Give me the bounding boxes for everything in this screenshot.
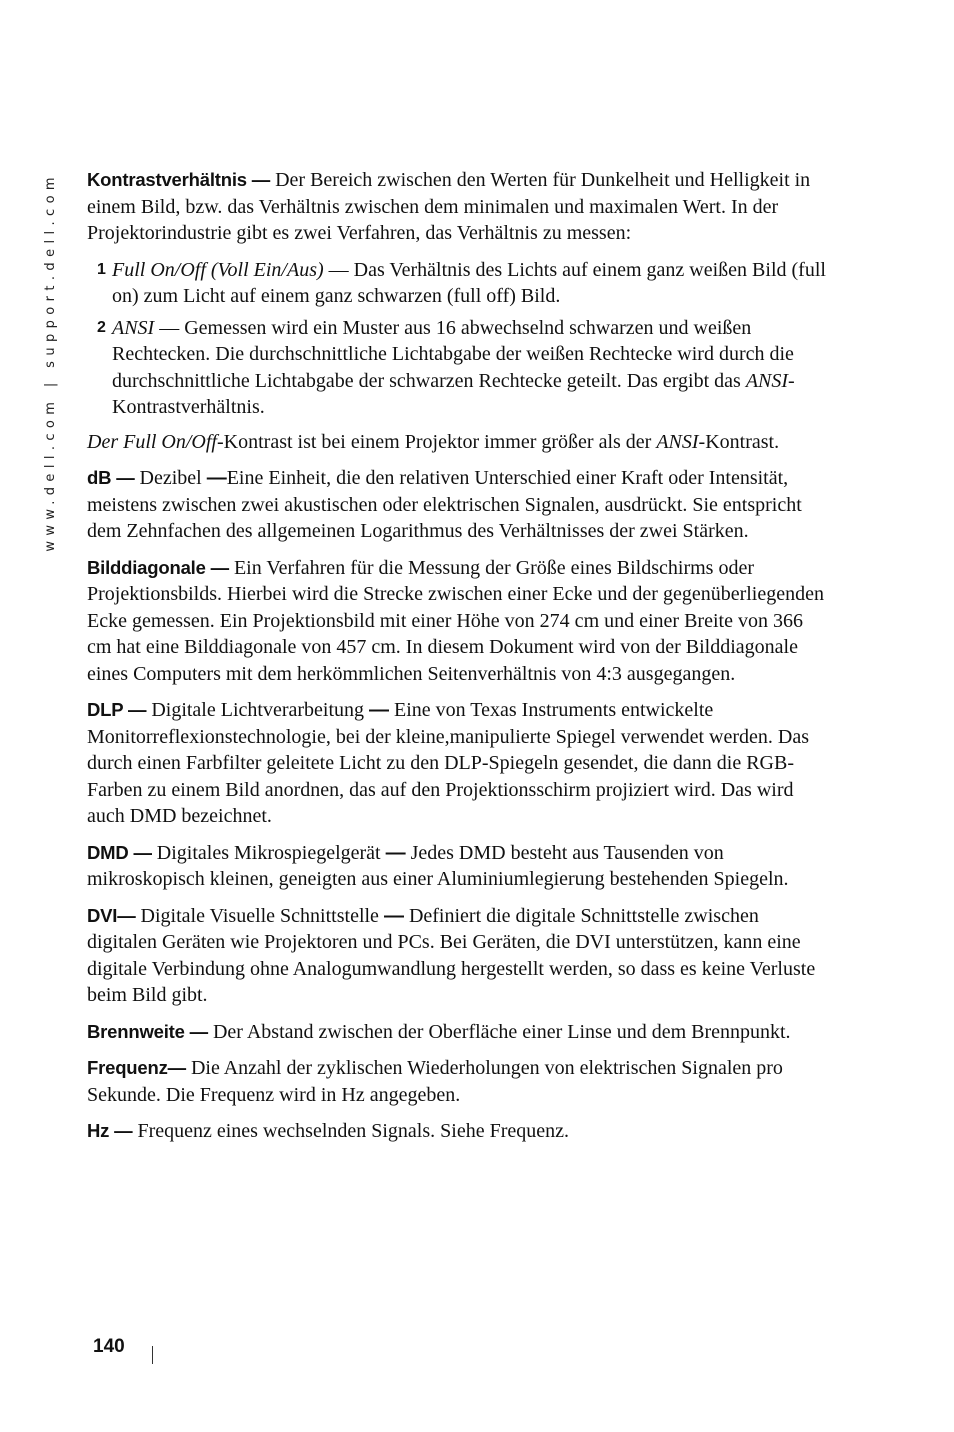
side-url: www.dell.com | support.dell.com	[43, 172, 58, 552]
definition-part: Digitale Visuelle Schnittstelle	[135, 904, 384, 927]
bold-dash: —	[385, 841, 406, 864]
glossary-content	[87, 167, 827, 1155]
entry-dlp	[87, 697, 827, 830]
definition: Eine Einheit, die den relativen Unterschied einer Kraft oder Intensität, meistens zwischen zwei akustischen oder elektrischen Signalen, ausdrückt. Sie entspricht dem Zehnfachen des allgemeinen Logarithmus des Verhältnisses der zwei Stärken.	[87, 467, 802, 542]
list-item	[87, 315, 827, 421]
term: Brennweite —	[87, 1020, 208, 1042]
bold-dash: —	[369, 699, 390, 721]
entry-hz	[87, 1118, 827, 1145]
note-text2: -Kontrast.	[698, 430, 780, 453]
definition: Jedes DMD besteht aus Tausenden von mikroskopisch kleinen, geneigten aus einer Aluminiumlegierung bestehenden Spiegeln.	[87, 841, 789, 890]
definition-part: Digitales Mikrospiegelgerät	[151, 841, 386, 864]
term: Frequenz—	[87, 1057, 186, 1078]
note-em: Der Full On/Off	[87, 430, 217, 453]
method-name-inline: ANSI	[745, 369, 789, 392]
footer-divider	[152, 1346, 153, 1364]
method-name: Full On/Off (Voll Ein/Aus)	[112, 258, 324, 281]
term: dB —	[87, 467, 135, 488]
definition-part: Dezibel	[134, 467, 207, 489]
bold-dash: —	[383, 904, 404, 927]
method-name: ANSI	[112, 316, 155, 339]
entry-dvi	[87, 903, 827, 1009]
term: DMD —	[87, 841, 152, 863]
term: Kontrastverhältnis —	[87, 169, 271, 190]
term: Hz —	[87, 1120, 133, 1141]
definition: Eine von Texas Instruments entwickelte Monitorreflexionstechnologie, bei der kleine,manipulierte Spiegel verwendet werden. Das durch einen Farbfilter geleitete Licht zu den DLP-Spiegeln gesendet, die dann die RGB-Farben zu einem Bild anordnen, das auf den Projektionsschirm projiziert wird. Das wird auch DMD bezeichnet.	[87, 699, 809, 827]
term: DVI—	[87, 904, 136, 926]
contrast-note	[87, 429, 827, 456]
definition: Der Abstand zwischen der Oberfläche einer Linse und dem Brennpunkt.	[207, 1020, 791, 1043]
entry-brennweite	[87, 1019, 827, 1046]
definition: Frequenz eines wechselnden Signals. Siehe Frequenz.	[132, 1120, 569, 1142]
list-number: 2	[97, 318, 106, 336]
method-text-end: -Kontrastverhältnis.	[112, 369, 795, 418]
entry-dmd	[87, 840, 827, 893]
term: DLP —	[87, 699, 147, 720]
definition: Definiert die digitale Schnittstelle zwischen digitalen Geräten wie Projektoren und PCs. Bei Geräten, die DVI unterstützen, kann eine digitale Verbindung ohne Analogumwandlung hergestellt werden, so dass es keine Verluste beim Bild gibt.	[87, 904, 816, 1006]
list-number: 1	[97, 260, 106, 278]
definition-part: Digitale Lichtverarbeitung	[146, 699, 370, 721]
entry-db	[87, 465, 827, 545]
definition: Der Bereich zwischen den Werten für Dunkelheit und Helligkeit in einem Bild, bzw. das Verhältnis zwischen dem minimalen und maximalen Wert. In der Projektorindustrie gibt es zwei Verfahren, das Verhältnis zu messen:	[87, 169, 811, 244]
method-text: — Gemessen wird ein Muster aus 16 abwechselnd schwarzen und weißen Rechtecken. Die durchschnittliche Lichtabgabe der weißen Rechtecke wird durch die durchschnittliche Lichtabgabe der schwarzen Rechtecke geteilt. Das ergibt das	[112, 316, 794, 392]
method-text: — Das Verhältnis des Lichts auf einem ganz weißen Bild (full on) zum Licht auf einem ganz schwarzen (full off) Bild.	[112, 258, 826, 307]
note-em2: ANSI	[656, 430, 699, 453]
page-number: 140	[93, 1336, 125, 1357]
note-text: -Kontrast ist bei einem Projektor immer größer als der	[217, 430, 657, 453]
entry-bilddiagonale	[87, 555, 827, 688]
definition: Die Anzahl der zyklischen Wiederholungen von elektrischen Signalen pro Sekunde. Die Frequenz wird in Hz angegeben.	[87, 1057, 783, 1106]
bold-dash: —	[206, 467, 227, 489]
entry-kontrastverhaeltnis	[87, 167, 827, 247]
definition: Ein Verfahren für die Messung der Größe eines Bildschirms oder Projektionsbilds. Hierbei wird die Strecke zwischen einer Ecke und der gegenüberliegenden Ecke gemessen. Ein Projektionsbild mit einer Höhe von 274 cm und einer Breite von 366 cm hat eine Bilddiagonale von 457 cm. In diesem Dokument wird von der Bilddiagonale eines Computers mit dem herkömmlichen Seitenverhältnis von 4:3 ausgegangen.	[87, 556, 824, 685]
contrast-methods-list	[87, 257, 827, 421]
list-item	[87, 257, 827, 310]
term: Bilddiagonale —	[87, 556, 229, 578]
entry-frequenz	[87, 1055, 827, 1108]
